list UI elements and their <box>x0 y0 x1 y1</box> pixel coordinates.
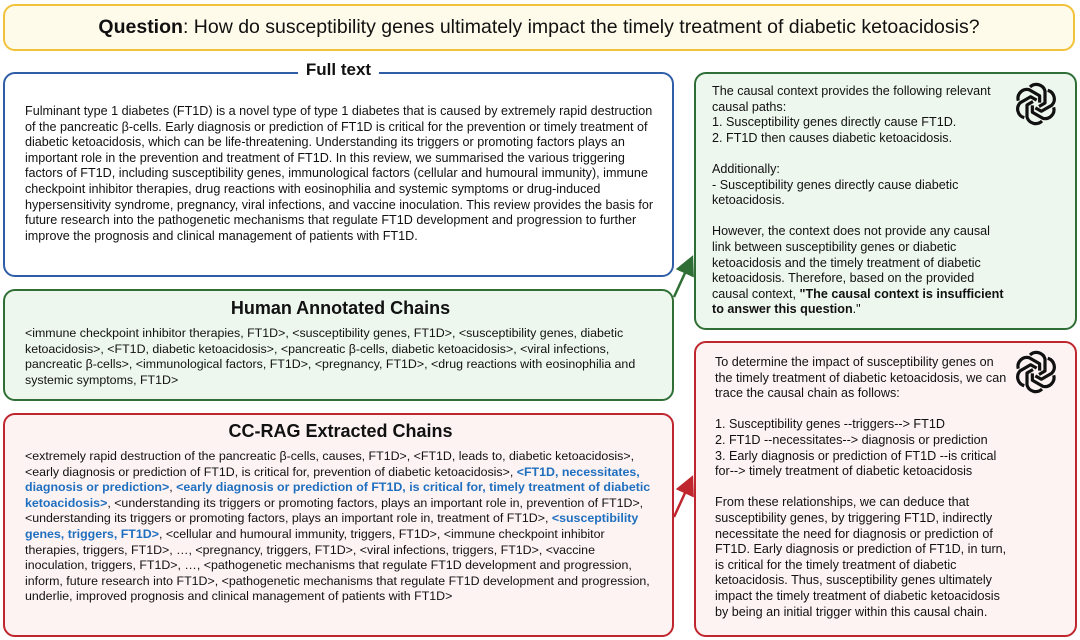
ccrag-chains-body <box>25 449 656 605</box>
question-label: Question <box>98 16 183 38</box>
highlighted-chain: <FT1D, necessitates, diagnosis or prediction> <box>25 464 640 495</box>
full-text-box <box>3 60 674 277</box>
answer-paragraph: 1. Susceptibility genes --triggers--> FT1D 2. FT1D --necessitates--> diagnosis or prediction 3. Early diagnosis or prediction of FT1D --is critical for--> timely treatment of diabetic ketoacidosis <box>715 417 997 479</box>
full-text-body: Fulminant type 1 diabetes (FT1D) is a novel type of type 1 diabetes that is caused by extremely rapid destruction of the pancreatic β-cells. Early diagnosis or prediction of FT1D is critical for the prevention or timely treatment of diabetic ketoacidosis, which can be life-threatening. Understanding its triggers or promoting factors plays an important role in the prevention and treatment of FT1D. In this review, we summarised the various triggering factors of FT1D, including susceptibility genes, immunological factors (cellular and humoural immunity), immune checkpoint inhibitor therapies, drug reactions with eosinophilia and systemic symptoms or drug-induced hypersensitivity syndrome, pregnancy, viral infections, and vaccine inoculation. This review provides the basis for future research into the pathogenetic mechanisms that regulate FT1D development and progression to further improve the prognosis and clinical management of patients with FT1D. <box>25 104 654 243</box>
question-text: : How do susceptibility genes ultimately impact the timely treatment of diabetic ketoacidosis? <box>182 16 980 38</box>
human-chains-body: <immune checkpoint inhibitor therapies, FT1D>, <susceptibility genes, FT1D>, <susceptibility genes, diabetic ketoacidosis>, <FT1D, diabetic ketoacidosis>, <pancreatic β-cells, diabetic ketoacidosis>, <viral infections, pancreatic β-cells>, <immunological factors, FT1D>, <pregnancy, FT1D>, <drug reactions with eosinophilia and systemic symptoms, FT1D> <box>25 326 636 387</box>
arrow-human-to-baseline <box>674 262 690 297</box>
chain-text: , <cellular and humoural immunity, triggers, FT1D>, <immune checkpoint inhibitor therapies, triggers, FT1D>, …, <pregnancy, triggers, FT1D>, <viral infections, triggers, FT1D>, <vaccine inoculation, triggers, FT1D>, …, <pathogenetic mechanisms that regulate FT1D development and progression, inform, future research into FT1D>, <pathogenetic mechanisms that regulate FT1D development and progression, underlie, improved prognosis and clinical management of patients with FT1D> <box>25 526 650 604</box>
human-chains-title: Human Annotated Chains <box>230 298 451 318</box>
answer-paragraph: From these relationships, we can deduce that susceptibility genes, by triggering FT1D, indirectly necessitate the need for diagnosis or prediction of FT1D. Early diagnosis or prediction of FT1D, in turn, is critical for the timely treatment of diabetic ketoacidosis. Thus, susceptibility genes ultimately impact the timely treatment of diabetic ketoacidosis by being an initial trigger within this causal chain. <box>715 495 1007 619</box>
answer-conclusion: "The causal context is insufficient to answer this question <box>712 286 1004 317</box>
answer-paragraph: Additionally: - Susceptibility genes directly cause diabetic ketoacidosis. <box>712 161 959 208</box>
openai-logo-icon <box>1011 347 1061 397</box>
answer-paragraph: To determine the impact of susceptibility genes on the timely treatment of diabetic ketoacidosis, we can trace the causal chain as follows: <box>715 355 1007 401</box>
question-box <box>3 4 1075 51</box>
chain-text: <extremely rapid destruction of the pancreatic β-cells, causes, FT1D>, <FT1D, leads to, diabetic ketoacidosis>, <early diagnosis or prediction of FT1D, is critical for, prevention of diabetic ketoacidosis>, <box>25 449 635 479</box>
arrow-ccrag-to-answer <box>674 482 690 517</box>
human-chains-box <box>3 289 674 401</box>
answer-text: ." <box>852 302 861 317</box>
chain-text: , <understanding its triggers or promoting factors, plays an important role in, prevention of FT1D>, <understanding its triggers or promoting factors, plays an important role in, treatment of FT1D>, <box>25 495 644 526</box>
ccrag-chains-title: CC-RAG Extracted Chains <box>228 421 453 441</box>
answer-text: However, the context does not provide any causal link between susceptibility genes or diabetic ketoacidosis and the timely treatment of diabetic ketoacidosis. Therefore, based on the provided causal context, <box>712 224 990 301</box>
ccrag-chains-box <box>3 413 674 637</box>
chain-separator: , <box>169 480 177 495</box>
full-text-title: Full text <box>298 60 379 79</box>
highlighted-chain: <susceptibility genes, triggers, FT1D> <box>25 511 639 541</box>
answer-paragraph: The causal context provides the following relevant causal paths: 1. Susceptibility genes directly cause FT1D. 2. FT1D then causes diabetic ketoacidosis. <box>712 84 991 145</box>
answer-paragraph <box>712 224 1012 318</box>
openai-logo-icon <box>1011 79 1061 129</box>
highlighted-chain: <early diagnosis or prediction of FT1D, is critical for, timely treatment of diabetic ketoacidosis> <box>25 480 651 510</box>
